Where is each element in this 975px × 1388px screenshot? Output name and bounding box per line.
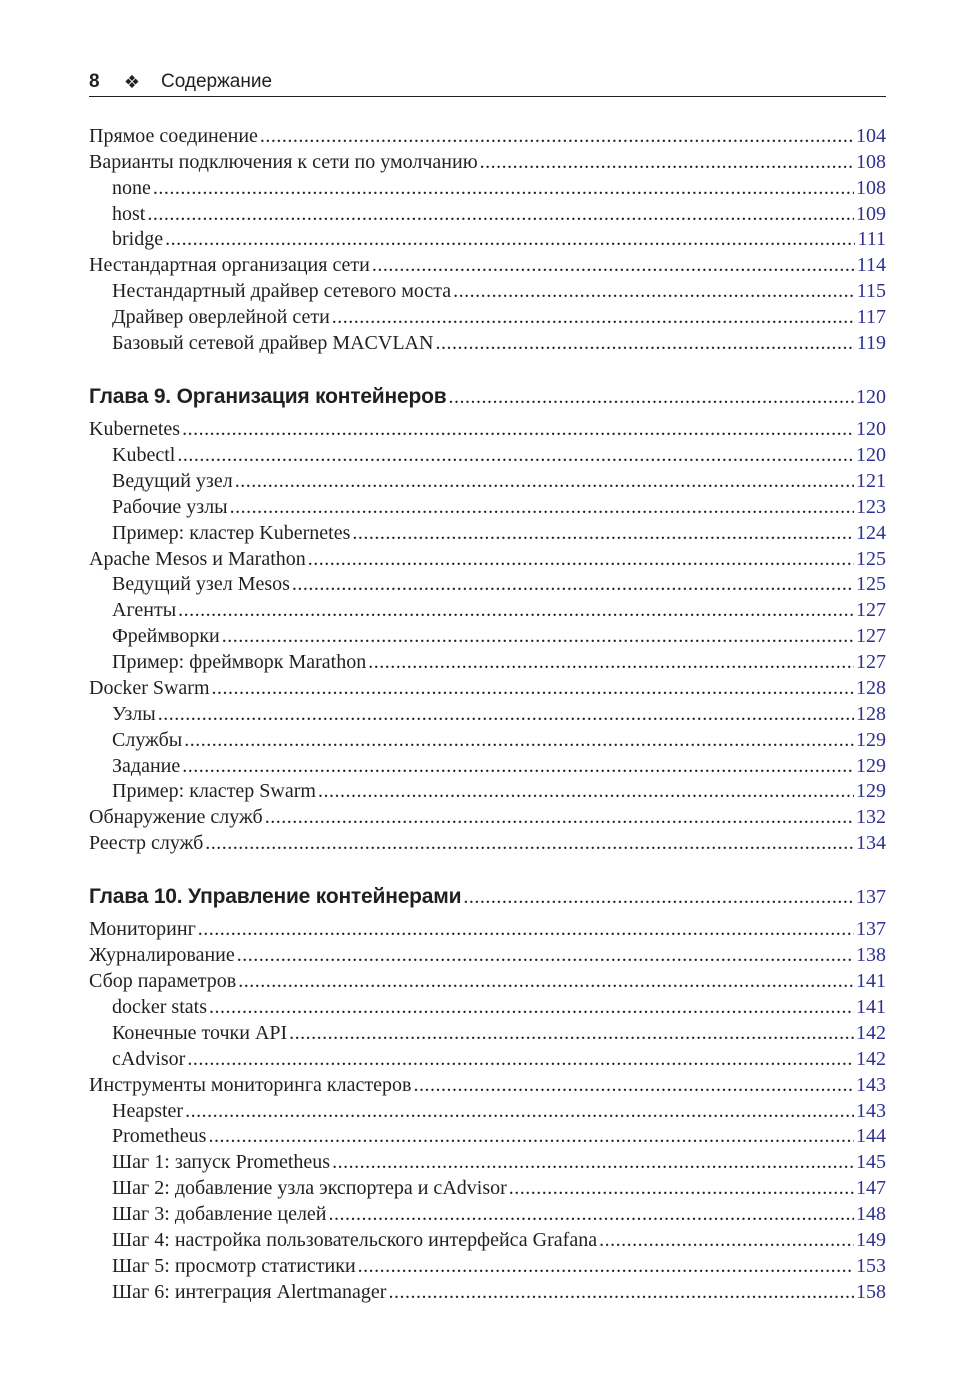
toc-entry[interactable] — [89, 252, 886, 278]
dot-leader — [463, 882, 854, 912]
toc-entry-page[interactable]: 141 — [856, 970, 886, 992]
toc-entry-title: host — [112, 203, 146, 225]
toc-entry-page[interactable]: 138 — [856, 944, 886, 966]
toc-entry-page[interactable]: 125 — [856, 573, 886, 595]
toc-entry[interactable] — [89, 304, 886, 330]
toc-entry[interactable] — [89, 753, 886, 779]
toc-entry-page[interactable]: 149 — [856, 1229, 886, 1251]
toc-entry[interactable] — [89, 1020, 886, 1046]
dot-leader — [265, 804, 854, 830]
toc-entry[interactable] — [89, 942, 886, 968]
dot-leader — [448, 382, 854, 412]
dot-leader — [318, 778, 854, 804]
dot-leader — [165, 226, 855, 252]
toc-entry-title: Фреймворки — [112, 625, 220, 647]
toc-entry-page[interactable]: 114 — [856, 254, 886, 276]
toc-entry-page[interactable]: 124 — [856, 522, 886, 544]
toc-entry[interactable] — [89, 468, 886, 494]
toc-entry[interactable] — [89, 1175, 886, 1201]
toc-entry-title: Прямое соединение — [89, 125, 258, 147]
toc-entry[interactable] — [89, 546, 886, 572]
dot-leader — [187, 1046, 854, 1072]
toc-chapter-title: Глава 9. Организация контейнеров — [89, 385, 447, 408]
toc-entry[interactable] — [89, 968, 886, 994]
toc-entry-title: Ведущий узел — [112, 470, 233, 492]
section-title: Содержание — [161, 71, 273, 92]
toc-entry-title: Службы — [112, 729, 183, 751]
dot-leader — [184, 727, 854, 753]
toc-entry[interactable] — [89, 1123, 886, 1149]
toc-entry[interactable] — [89, 1072, 886, 1098]
toc-entry-page[interactable]: 143 — [856, 1100, 886, 1122]
dot-leader — [198, 916, 854, 942]
dot-leader — [289, 1020, 854, 1046]
toc-entry-title: Драйвер оверлейной сети — [112, 306, 330, 328]
toc-entry-title: Журналирование — [89, 944, 235, 966]
toc-entry[interactable] — [89, 1279, 886, 1305]
dot-leader — [453, 278, 855, 304]
toc-entry-page[interactable]: 128 — [856, 703, 886, 725]
dot-leader — [413, 1072, 854, 1098]
toc-entry-title: Ведущий узел Mesos — [112, 573, 290, 595]
dot-leader — [308, 546, 854, 572]
toc-entry[interactable] — [89, 778, 886, 804]
dot-leader — [230, 494, 854, 520]
toc-entry-page[interactable]: 115 — [856, 280, 886, 302]
toc-entry-title: Конечные точки API — [112, 1022, 288, 1044]
dot-leader — [208, 1123, 854, 1149]
toc-entry[interactable] — [89, 727, 886, 753]
toc-entry-title: Нестандартный драйвер сетевого моста — [112, 280, 452, 302]
toc-chapter-entry[interactable] — [89, 882, 886, 912]
dot-leader — [178, 597, 854, 623]
toc-entry[interactable] — [89, 175, 886, 201]
toc-entry-page[interactable]: 144 — [856, 1125, 886, 1147]
toc-entry-page[interactable]: 153 — [856, 1255, 886, 1277]
toc-entry-page[interactable]: 127 — [856, 651, 886, 673]
toc-entry[interactable] — [89, 149, 886, 175]
dot-leader — [235, 468, 854, 494]
toc-entry[interactable] — [89, 675, 886, 701]
toc-entry-page[interactable]: 158 — [856, 1281, 886, 1303]
toc-entry-title: Сбор параметров — [89, 970, 237, 992]
dot-leader — [435, 330, 854, 356]
toc-entry[interactable] — [89, 278, 886, 304]
toc-entry-page[interactable]: 127 — [856, 599, 886, 621]
toc-entry-title: Шаг 2: добавление узла экспортера и cAdvisor — [112, 1177, 507, 1199]
toc-entry[interactable] — [89, 416, 886, 442]
dot-leader — [209, 994, 854, 1020]
toc-entry-page[interactable]: 108 — [856, 151, 886, 173]
toc-entry-page[interactable]: 123 — [856, 496, 886, 518]
toc-entry-page[interactable]: 117 — [856, 306, 886, 328]
toc-entry[interactable] — [89, 1253, 886, 1279]
dot-leader — [147, 201, 854, 227]
toc-entry-page[interactable]: 128 — [856, 677, 886, 699]
toc-entry-page[interactable]: 142 — [856, 1022, 886, 1044]
toc-chapter-entry[interactable] — [89, 382, 886, 412]
toc-entry[interactable] — [89, 597, 886, 623]
toc-entry-page[interactable]: 134 — [856, 832, 886, 854]
toc-entry-title: Docker Swarm — [89, 677, 210, 699]
toc-entry[interactable] — [89, 226, 886, 252]
toc-entry-page[interactable]: 127 — [856, 625, 886, 647]
toc-entry-title: Пример: кластер Kubernetes — [112, 522, 351, 544]
toc-entry-title: Агенты — [112, 599, 177, 621]
toc-entry-title: Шаг 4: настройка пользовательского интерфейса Grafana — [112, 1229, 598, 1251]
toc-entry[interactable] — [89, 442, 886, 468]
toc-entry-title: Kubectl — [112, 444, 176, 466]
toc-entry-page[interactable]: 137 — [856, 918, 886, 940]
toc-entry-title: Мониторинг — [89, 918, 196, 940]
toc-entry-title: Нестандартная организация сети — [89, 254, 370, 276]
toc-entry-page[interactable]: 125 — [856, 548, 886, 570]
dot-leader — [182, 753, 854, 779]
toc-entry-page[interactable]: 120 — [856, 444, 886, 466]
toc-entry[interactable] — [89, 494, 886, 520]
dot-leader — [222, 623, 854, 649]
toc-entry-title: bridge — [112, 228, 164, 250]
toc-entry-title: Базовый сетевой драйвер MACVLAN — [112, 332, 434, 354]
toc-entry-title: cAdvisor — [112, 1048, 186, 1070]
dot-leader — [185, 1098, 854, 1124]
dot-leader — [358, 1253, 854, 1279]
dot-leader — [372, 252, 855, 278]
toc-entry-page[interactable]: 137 — [856, 886, 886, 908]
toc-entry[interactable] — [89, 571, 886, 597]
toc-entry-title: none — [112, 177, 151, 199]
dot-leader — [599, 1227, 854, 1253]
toc-entry-page[interactable]: 120 — [856, 386, 886, 408]
toc-entry[interactable] — [89, 1098, 886, 1124]
toc-entry-title: docker stats — [112, 996, 207, 1018]
dot-leader — [260, 123, 854, 149]
toc-entry-title: Шаг 3: добавление целей — [112, 1203, 327, 1225]
toc-entry-page[interactable]: 104 — [856, 125, 886, 147]
toc-entry-page[interactable]: 147 — [856, 1177, 886, 1199]
toc-entry-title: Рабочие узлы — [112, 496, 228, 518]
toc-entry[interactable] — [89, 916, 886, 942]
toc-entry[interactable] — [89, 330, 886, 356]
toc-entry-title: Обнаружение служб — [89, 806, 263, 828]
toc-entry[interactable] — [89, 123, 886, 149]
toc-entry[interactable] — [89, 994, 886, 1020]
toc-entry-title: Узлы — [112, 703, 156, 725]
dot-leader — [509, 1175, 854, 1201]
dot-leader — [332, 304, 855, 330]
toc-entry-page[interactable]: 148 — [856, 1203, 886, 1225]
running-head — [89, 68, 886, 97]
toc-chapter-title: Глава 10. Управление контейнерами — [89, 885, 462, 908]
toc-entry-page[interactable]: 143 — [856, 1074, 886, 1096]
toc-entry-page[interactable]: 132 — [856, 806, 886, 828]
toc-entry-page[interactable]: 108 — [856, 177, 886, 199]
toc-entry-page[interactable]: 121 — [856, 470, 886, 492]
toc-entry[interactable] — [89, 701, 886, 727]
dot-leader — [177, 442, 854, 468]
dot-leader — [332, 1149, 854, 1175]
toc-entry-page[interactable]: 145 — [856, 1151, 886, 1173]
toc-entry-title: Реестр служб — [89, 832, 204, 854]
toc-entry[interactable] — [89, 1227, 886, 1253]
dot-leader — [292, 571, 854, 597]
dot-leader — [237, 942, 854, 968]
toc-entry[interactable] — [89, 649, 886, 675]
dot-leader — [158, 701, 854, 727]
toc-entry-page[interactable]: 120 — [856, 418, 886, 440]
toc-entry-title: Шаг 1: запуск Prometheus — [112, 1151, 331, 1173]
toc-entry-title: Heapster — [112, 1100, 184, 1122]
toc-entry-title: Инструменты мониторинга кластеров — [89, 1074, 412, 1096]
toc-entry-page[interactable]: 111 — [857, 228, 886, 250]
toc-entry[interactable] — [89, 1046, 886, 1072]
dot-leader — [238, 968, 854, 994]
toc-entry-page[interactable]: 141 — [856, 996, 886, 1018]
toc-entry[interactable] — [89, 804, 886, 830]
page-number: 8 — [89, 71, 100, 92]
toc-entry[interactable] — [89, 520, 886, 546]
toc-entry-title: Apache Mesos и Marathon — [89, 548, 306, 570]
dot-leader — [352, 520, 854, 546]
toc-entry-title: Шаг 6: интеграция Alertmanager — [112, 1281, 387, 1303]
toc-entry-page[interactable]: 109 — [856, 203, 886, 225]
toc-entry-title: Prometheus — [112, 1125, 207, 1147]
toc-entry-title: Задание — [112, 755, 181, 777]
dot-leader — [182, 416, 854, 442]
toc-entry-title: Шаг 5: просмотр статистики — [112, 1255, 356, 1277]
ornament-icon: ❖ — [123, 72, 141, 92]
toc-entry-page[interactable]: 119 — [856, 332, 886, 354]
dot-leader — [329, 1201, 854, 1227]
toc-entry-title: Kubernetes — [89, 418, 181, 440]
dot-leader — [480, 149, 854, 175]
dot-leader — [368, 649, 854, 675]
toc-entry-title: Пример: фреймворк Marathon — [112, 651, 367, 673]
dot-leader — [212, 675, 854, 701]
toc-entry-title: Варианты подключения к сети по умолчанию — [89, 151, 478, 173]
dot-leader — [153, 175, 854, 201]
toc-entry[interactable] — [89, 1149, 886, 1175]
dot-leader — [388, 1279, 854, 1305]
dot-leader — [205, 830, 854, 856]
toc-entry[interactable] — [89, 201, 886, 227]
toc-entry-title: Пример: кластер Swarm — [112, 780, 316, 802]
toc-entry-page[interactable]: 129 — [856, 780, 886, 802]
toc-entry[interactable] — [89, 1201, 886, 1227]
toc-entry-page[interactable]: 129 — [856, 729, 886, 751]
toc-entry-page[interactable]: 142 — [856, 1048, 886, 1070]
toc-entry[interactable] — [89, 623, 886, 649]
toc-entry-page[interactable]: 129 — [856, 755, 886, 777]
toc-entry[interactable] — [89, 830, 886, 856]
